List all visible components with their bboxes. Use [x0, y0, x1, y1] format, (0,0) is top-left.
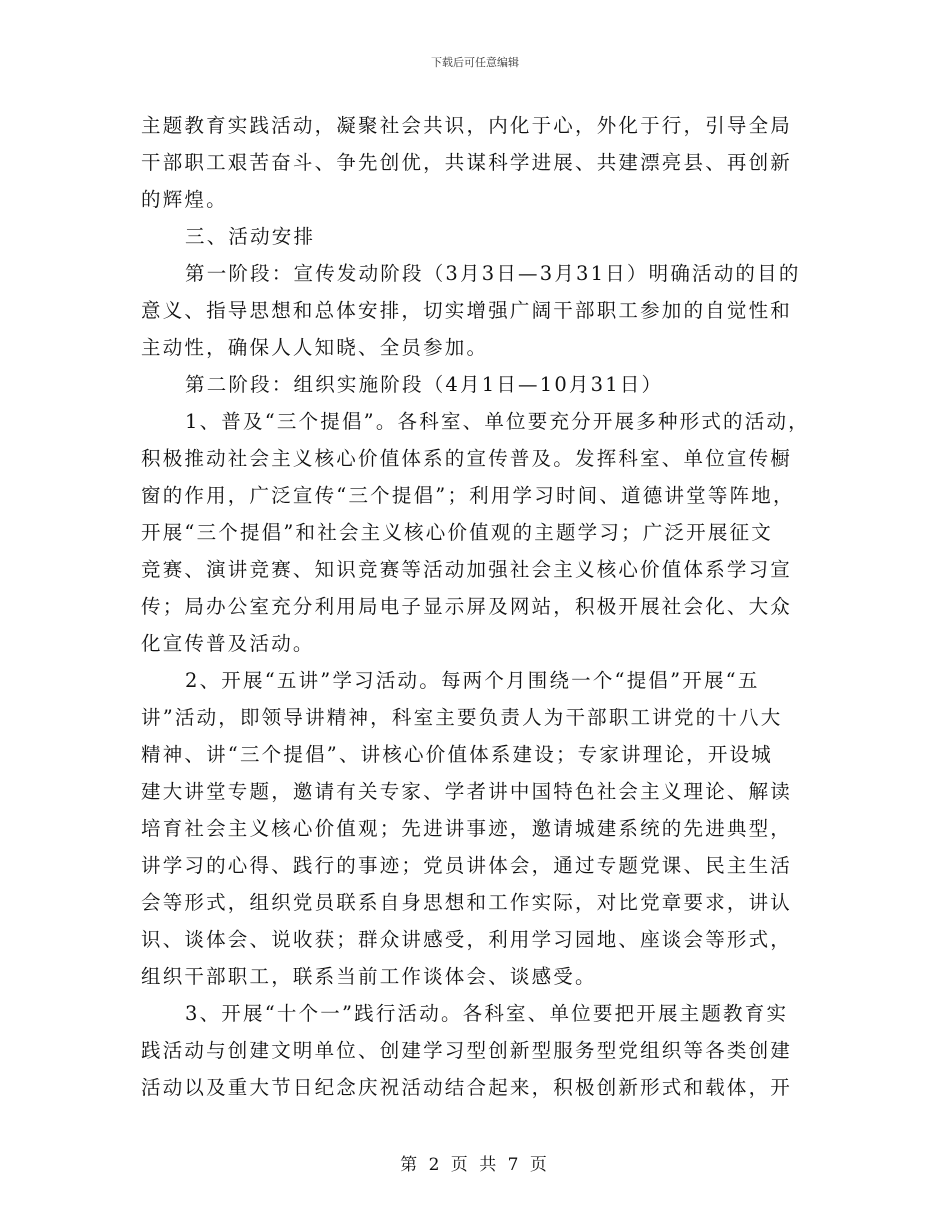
- body-line: 活动以及重大节日纪念庆祝活动结合起来，积极创新形式和载体，开: [141, 1076, 793, 1099]
- body-line: 竞赛、演讲竞赛、知识竞赛等活动加强社会主义核心价值体系学习宣: [141, 558, 793, 581]
- body-line: 精神、讲“三个提倡”、讲核心价值体系建设；专家讲理论，开设城: [141, 743, 773, 766]
- body-line: 第一阶段：宣传发动阶段（3月3日—3月31日）明确活动的目的: [185, 262, 801, 285]
- body-line: 积极推动社会主义核心价值体系的宣传普及。发挥科室、单位宣传橱: [141, 447, 793, 470]
- body-line: 讲学习的心得、践行的事迹；党员讲体会，通过专题党课、民主生活: [141, 854, 793, 877]
- body-line: 干部职工艰苦奋斗、争先创优，共谋科学进展、共建漂亮县、再创新: [141, 151, 793, 174]
- body-line: 传；局办公室充分利用局电子显示屏及网站，积极开展社会化、大众: [141, 595, 793, 618]
- body-line: 践活动与创建文明单位、创建学习型创新型服务型党组织等各类创建: [141, 1039, 793, 1062]
- body-line: 主题教育实践活动，凝聚社会共识，内化于心，外化于行，引导全局: [141, 114, 793, 137]
- body-line: 建大讲堂专题，邀请有关专家、学者讲中国特色社会主义理论、解读: [141, 780, 793, 803]
- body-line: 第二阶段：组织实施阶段（4月1日—10月31日）: [185, 373, 664, 396]
- body-line: 培育社会主义核心价值观；先进讲事迹，邀请城建系统的先进典型，: [141, 817, 793, 840]
- body-line: 化宣传普及活动。: [141, 632, 315, 655]
- body-line: 3、开展“十个一”践行活动。各科室、单位要把开展主题教育实: [185, 1002, 789, 1025]
- body-line: 1、普及“三个提倡”。各科室、单位要充分开展多种形式的活动，: [185, 410, 810, 433]
- body-line: 的辉煌。: [141, 188, 228, 211]
- page-header-note: 下载后可任意编辑: [431, 56, 519, 69]
- body-line: 主动性，确保人人知晓、全员参加。: [141, 336, 489, 359]
- body-line: 窗的作用，广泛宣传“三个提倡”；利用学习时间、道德讲堂等阵地，: [141, 484, 795, 507]
- body-line: 识、谈体会、说收获；群众讲感受，利用学习园地、座谈会等形式，: [141, 928, 793, 951]
- body-line: 开展“三个提倡”和社会主义核心价值观的主题学习；广泛开展征文: [141, 521, 773, 544]
- page-number-footer: 第 2 页 共 7 页: [400, 1155, 550, 1175]
- body-line: 意义、指导思想和总体安排，切实增强广阔干部职工参加的自觉性和: [141, 299, 793, 322]
- document-body: [141, 107, 821, 1106]
- section-heading: 三、活动安排: [185, 225, 316, 248]
- body-line: 组织干部职工，联系当前工作谈体会、谈感受。: [141, 965, 597, 988]
- body-line: 会等形式，组织党员联系自身思想和工作实际，对比党章要求，讲认: [141, 891, 793, 914]
- body-line: 2、开展“五讲”学习活动。每两个月围绕一个“提倡”开展“五: [185, 669, 760, 692]
- body-line: 讲”活动，即领导讲精神，科室主要负责人为干部职工讲党的十八大: [141, 706, 783, 729]
